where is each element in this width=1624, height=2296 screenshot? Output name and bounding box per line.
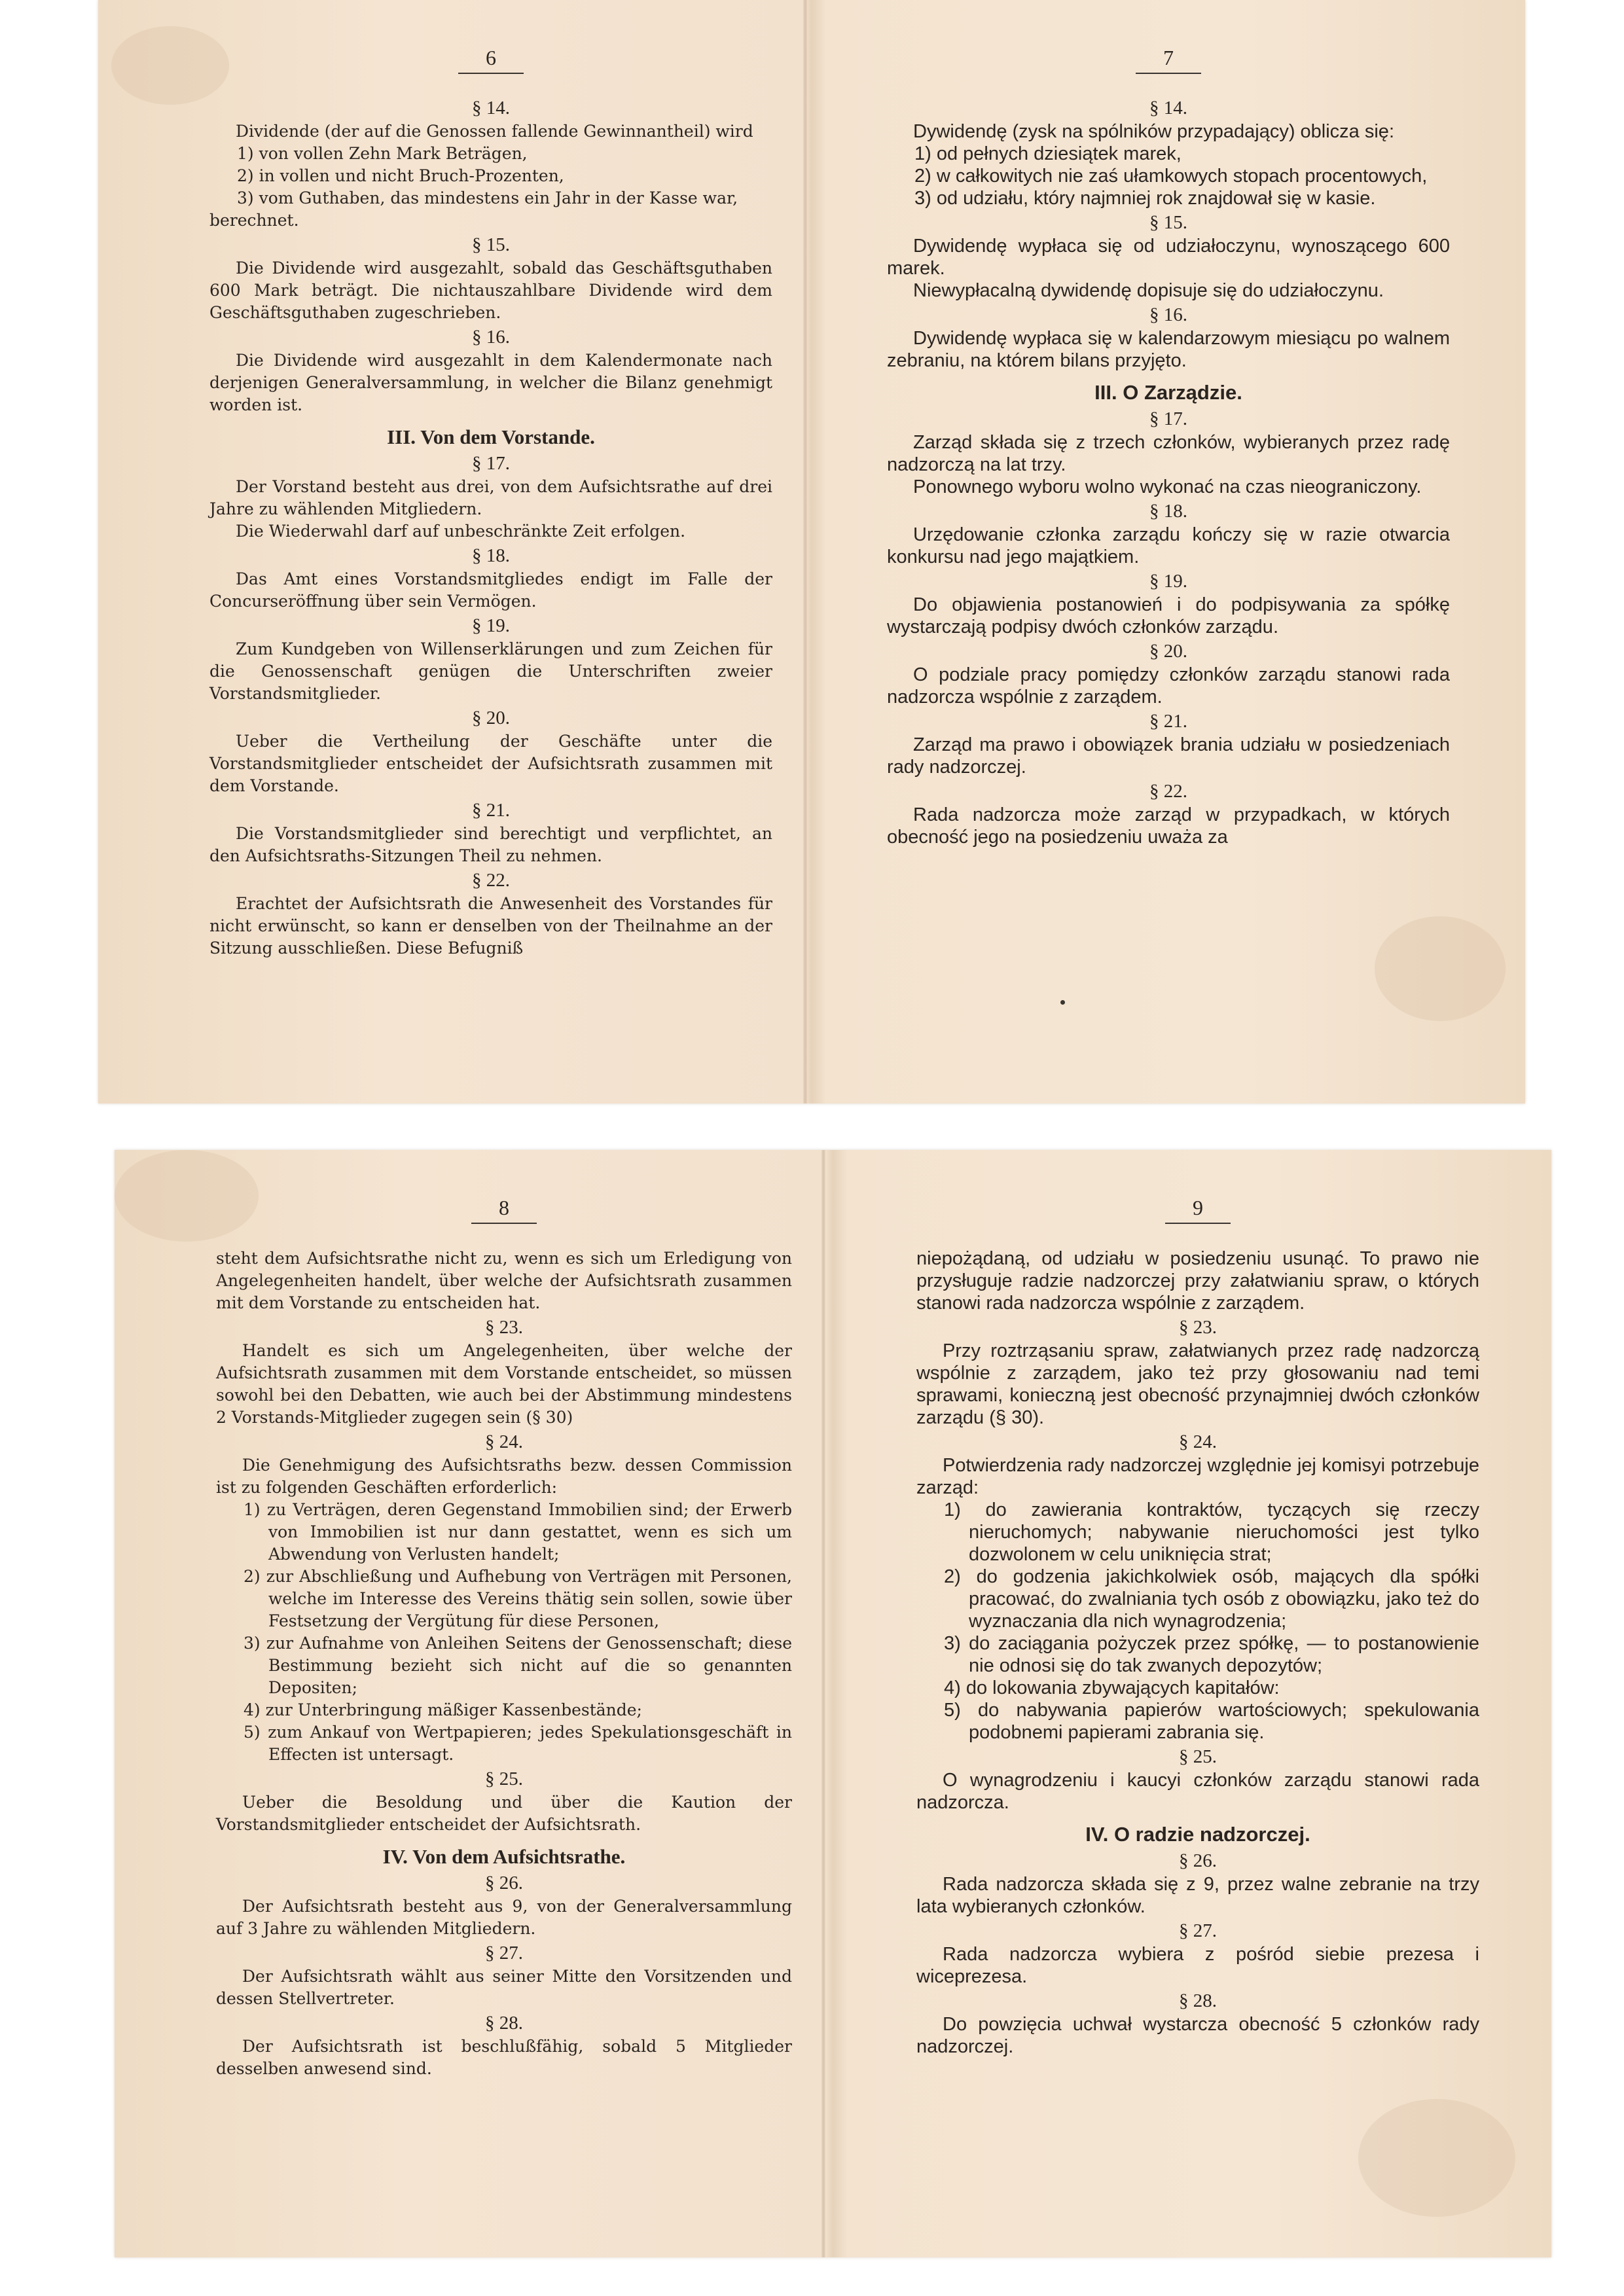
section-marker: § 27. <box>1179 1920 1217 1941</box>
paragraph: berechnet. <box>209 211 299 230</box>
list-item: 3) zur Aufnahme von Anleihen Seitens der Genossenschaft; diese Bestimmung bezieht sich nicht auf die so genannten Depositen; <box>244 1634 792 1697</box>
section-marker: § 14. <box>472 98 510 118</box>
section-marker: § 16. <box>472 327 510 348</box>
paragraph: Urzędowanie członka zarządu kończy się w razie otwarcia konkursu nad jego majątkiem. <box>887 524 1450 567</box>
section-marker: § 28. <box>1179 1990 1217 2011</box>
paragraph: Ueber die Besoldung und über die Kaution der Vorstandsmitglieder entscheidet der Aufsichtsrath. <box>216 1793 792 1834</box>
section-marker: § 22. <box>1149 781 1187 802</box>
section-marker: § 21. <box>1149 711 1187 732</box>
list-item: 3) do zaciągania pożyczek przez spółkę, — to postanowienie nie odnosi się do tak zwanych depozytów; <box>944 1633 1479 1676</box>
paragraph: Przy roztrząsaniu spraw, załatwianych przez radę nadzorczą wspólnie z zarządem, jako też przy głosowaniu nad temi sprawami, konieczną jest obecność przynajmniej dwóch członków zarządu (§ 30). <box>916 1340 1479 1428</box>
paragraph: Das Amt eines Vorstandsmitgliedes endigt im Falle der Concurseröffnung über sein Vermögen. <box>209 569 772 611</box>
section-marker: § 19. <box>472 615 510 636</box>
paragraph: Rada nadzorcza może zarząd w przypadkach, w których obecność jego na posiedzeniu uważa za <box>887 804 1450 848</box>
list-item: 2) do godzenia jakichkolwiek osób, mających dla spółki pracować, do zwalniania tych osób z obowiązku, jako też do wyznaczania dla nich wynagrodzenia; <box>944 1566 1479 1632</box>
list-item: 2) zur Abschließung und Aufhebung von Verträgen mit Personen, welche im Interesse des Vereins thätig sein sollen, sowie über Festsetzung der Vergütung für diese Personen, <box>244 1567 792 1630</box>
section-marker: § 24. <box>1179 1431 1217 1452</box>
paragraph: Rada nadzorcza wybiera z pośród siebie prezesa i wiceprezesa. <box>916 1944 1479 1987</box>
section-marker: § 28. <box>485 2013 523 2034</box>
chapter-heading: IV. Von dem Aufsichtsrathe. <box>382 1845 626 1868</box>
list-item: 3) od udziału, który najmniej rok znajdował się w kasie. <box>914 188 1376 209</box>
list-item: 1) do zawierania kontraktów, tyczących się rzeczy nieruchomych; nabywanie nieruchomości jest tylko dozwolonem w celu uniknięcia strat; <box>944 1499 1479 1565</box>
section-marker: § 14. <box>1149 98 1187 118</box>
list-item: 1) von vollen Zehn Mark Beträgen, <box>237 144 528 163</box>
paragraph: O podziale pracy pomiędzy członków zarządu stanowi rada nadzorcza wspólnie z zarządem. <box>887 664 1450 708</box>
page-8 <box>216 1196 792 2080</box>
chapter-heading: IV. O radzie nadzorczej. <box>1085 1823 1310 1846</box>
paragraph: Die Dividende wird ausgezahlt, sobald das Geschäftsguthaben 600 Mark beträgt. Die nichtauszahlbare Dividende wird dem Geschäftsguthaben zugeschrieben. <box>209 259 772 322</box>
paragraph: Ponownego wyboru wolno wykonać na czas nieograniczony. <box>913 476 1422 497</box>
list-item: 1) zu Verträgen, deren Gegenstand Immobilien sind; der Erwerb von Immobilien ist nur dann gestattet, wenn es sich um Abwendung von Verlusten handelt; <box>244 1500 792 1564</box>
list-item: 3) vom Guthaben, das mindestens ein Jahr in der Kasse war, <box>237 188 738 207</box>
paragraph: Dywidendę wypłaca się w kalendarzowym miesiącu po walnem zebraniu, na którem bilans przyjęto. <box>887 328 1450 371</box>
section-marker: § 27. <box>485 1943 523 1964</box>
paragraph: Der Aufsichtsrath ist beschlußfähig, sobald 5 Mitglieder desselben anwesend sind. <box>216 2037 792 2078</box>
paragraph: steht dem Aufsichtsrathe nicht zu, wenn es sich um Erledigung von Angelegenheiten handelt, über welche der Aufsichtsrath zusammen mit dem Vorstande zu entscheiden hat. <box>216 1249 792 1312</box>
section-marker: § 25. <box>1179 1746 1217 1767</box>
paragraph: Der Aufsichtsrath besteht aus 9, von der Generalversammlung auf 3 Jahre zu wählenden Mitgliedern. <box>216 1897 792 1938</box>
section-marker: § 17. <box>1149 408 1187 429</box>
section-marker: § 23. <box>1179 1317 1217 1338</box>
page-7 <box>887 46 1450 848</box>
paragraph: Dywidendę (zysk na spólników przypadający) oblicza się: <box>913 121 1394 142</box>
section-marker: § 18. <box>1149 501 1187 522</box>
paragraph: Niewypłacalną dywidendę dopisuje się do udziałoczynu. <box>913 280 1384 301</box>
paragraph: Dividende (der auf die Genossen fallende Gewinnantheil) wird <box>236 122 753 141</box>
paper-stain <box>1358 2099 1515 2217</box>
paragraph: Zarząd ma prawo i obowiązek brania udziału w posiedzeniach rady nadzorczej. <box>887 734 1450 778</box>
paragraph: Erachtet der Aufsichtsrath die Anwesenheit des Vorstandes für nicht erwünscht, so kann er denselben von der Theilnahme an der Sitzung ausschließen. Diese Befugniß <box>209 894 772 958</box>
fold-line <box>821 1150 825 2257</box>
section-marker: § 15. <box>1149 212 1187 233</box>
list-item: 2) w całkowitych nie zaś ułamkowych stopach procentowych, <box>914 166 1428 187</box>
paragraph: Der Vorstand besteht aus drei, von dem Aufsichtsrathe auf drei Jahre zu wählenden Mitgliedern. <box>209 477 772 518</box>
section-marker: § 16. <box>1149 304 1187 325</box>
list-item: 1) od pełnych dziesiątek marek, <box>914 143 1182 164</box>
paragraph: O wynagrodzeniu i kaucyi członków zarządu stanowi rada nadzorcza. <box>916 1770 1479 1813</box>
paragraph: Do powzięcia uchwał wystarcza obecność 5 członków rady nadzorczej. <box>916 2014 1479 2057</box>
paragraph: Die Dividende wird ausgezahlt in dem Kalendermonate nach derjenigen Generalversammlung, in welcher die Bilanz genehmigt worden ist. <box>209 351 772 414</box>
section-marker: § 26. <box>485 1873 523 1893</box>
page-number: 7 <box>1136 46 1201 74</box>
paragraph: Die Genehmigung des Aufsichtsraths bezw. dessen Commission ist zu folgenden Geschäften erforderlich: <box>216 1456 792 1497</box>
section-marker: § 17. <box>472 453 510 474</box>
list-item: 2) in vollen und nicht Bruch-Prozenten, <box>237 166 564 185</box>
paragraph: Zum Kundgeben von Willenserklärungen und zum Zeichen für die Genossenschaft genügen die Unterschriften zweier Vorstandsmitglieder. <box>209 639 772 703</box>
paragraph: niepożądaną, od udziału w posiedzeniu usunąć. To prawo nie przysługuje radzie nadzorczej przy załatwianiu spraw, o których stanowi rada nadzorcza wspólnie z zarządem. <box>916 1248 1479 1314</box>
section-marker: § 24. <box>485 1431 523 1452</box>
bottom-spread <box>115 1150 1551 2257</box>
paragraph: Ueber die Vertheilung der Geschäfte unter die Vorstandsmitglieder entscheidet der Aufsichtsrath zusammen mit dem Vorstande. <box>209 732 772 795</box>
paragraph: Dywidendę wypłaca się od udziałoczynu, wynoszącego 600 marek. <box>887 236 1450 279</box>
paragraph: Do objawienia postanowień i do podpisywania za spółkę wystarczają podpisy dwóch członków zarządu. <box>887 594 1450 637</box>
section-marker: § 25. <box>485 1768 523 1789</box>
section-marker: § 26. <box>1179 1850 1217 1871</box>
ink-dot <box>1060 1000 1065 1005</box>
list-item: 5) do nabywania papierów wartościowych; spekulowania podobnemi papierami zabrania się. <box>944 1700 1479 1743</box>
section-marker: § 23. <box>485 1317 523 1338</box>
page-9 <box>916 1196 1479 2058</box>
list-item: 4) zur Unterbringung mäßiger Kassenbestände; <box>244 1700 642 1719</box>
paragraph: Zarząd składa się z trzech członków, wybieranych przez radę nadzorczą na lat trzy. <box>887 432 1450 475</box>
fold-line <box>803 0 807 1103</box>
page-number: 9 <box>1165 1196 1231 1224</box>
chapter-heading: III. Von dem Vorstande. <box>387 425 595 448</box>
paragraph: Der Aufsichtsrath wählt aus seiner Mitte den Vorsitzenden und dessen Stellvertreter. <box>216 1967 792 2008</box>
section-marker: § 22. <box>472 870 510 891</box>
paragraph: Handelt es sich um Angelegenheiten, über welche der Aufsichtsrath zusammen mit dem Vorstande entscheidet, so müssen sowohl bei den Debatten, wie auch bei der Abstimmung mindestens 2 Vorstands-Mitglieder zugegen sein (§ 30) <box>216 1341 792 1427</box>
top-spread <box>98 0 1525 1103</box>
chapter-heading: III. O Zarządzie. <box>1094 381 1242 404</box>
section-marker: § 20. <box>1149 641 1187 662</box>
section-marker: § 19. <box>1149 571 1187 592</box>
section-marker: § 15. <box>472 234 510 255</box>
section-marker: § 18. <box>472 545 510 566</box>
paragraph: Die Vorstandsmitglieder sind berechtigt und verpflichtet, an den Aufsichtsraths-Sitzungen Theil zu nehmen. <box>209 824 772 865</box>
paper-stain <box>1375 916 1506 1021</box>
section-marker: § 21. <box>472 800 510 821</box>
paragraph: Die Wiederwahl darf auf unbeschränkte Zeit erfolgen. <box>236 522 686 541</box>
paragraph: Potwierdzenia rady nadzorczej względnie jej komisyi potrzebuje zarząd: <box>916 1455 1479 1498</box>
list-item: 5) zum Ankauf von Wertpapieren; jedes Spekulationsgeschäft in Effecten ist untersagt. <box>244 1723 792 1764</box>
page-6 <box>209 46 772 960</box>
section-marker: § 20. <box>472 708 510 728</box>
paragraph: Rada nadzorcza składa się z 9, przez walne zebranie na trzy lata wybieranych członków. <box>916 1874 1479 1917</box>
page-number: 8 <box>471 1196 537 1224</box>
page-number: 6 <box>458 46 524 74</box>
list-item: 4) do lokowania zbywających kapitałów: <box>944 1677 1280 1698</box>
